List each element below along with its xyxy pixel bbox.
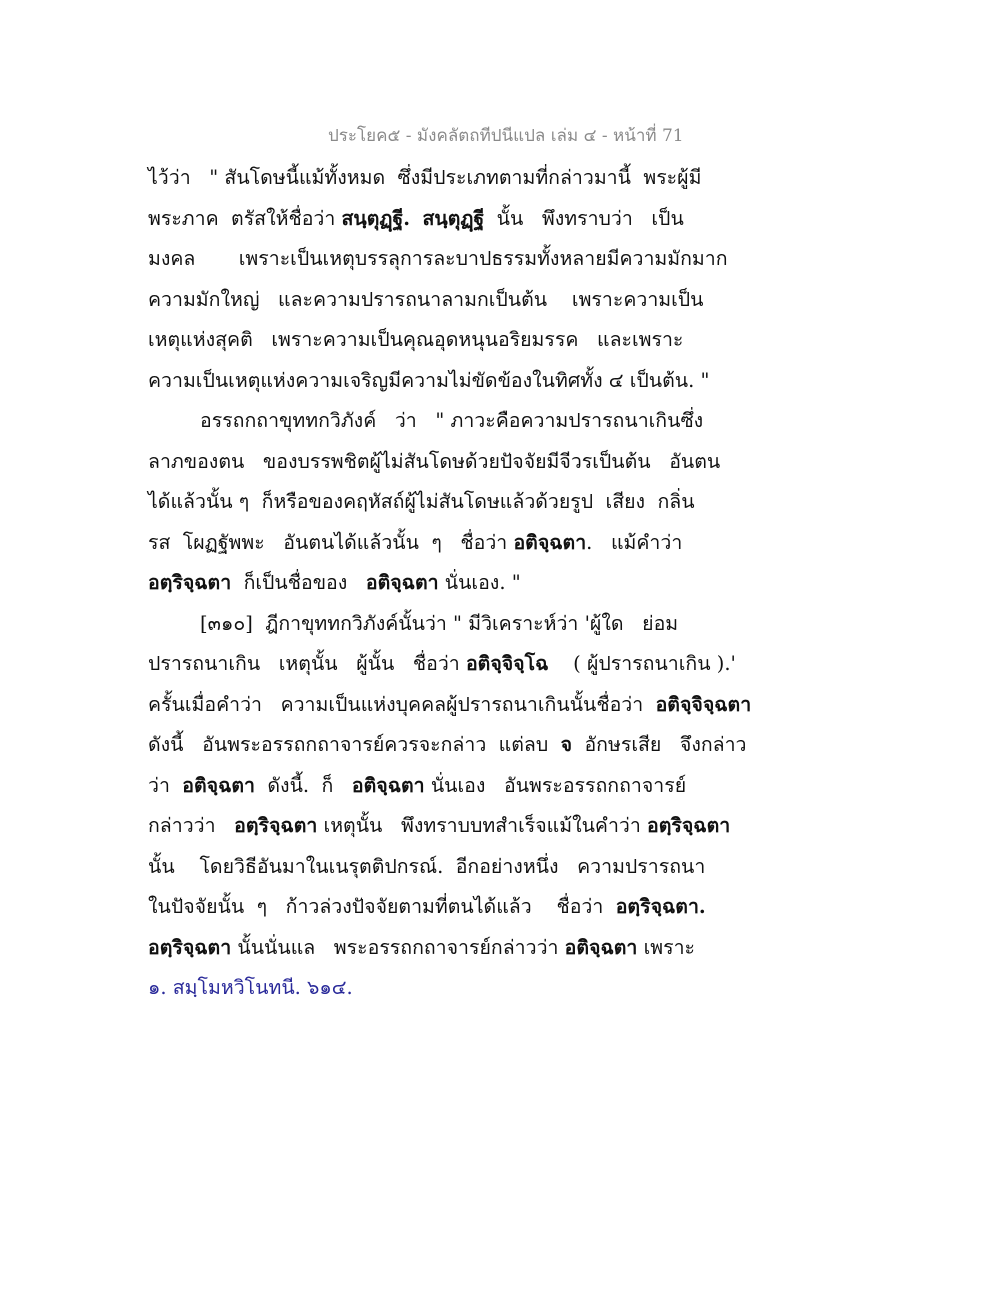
text-line [148, 644, 868, 685]
text-segment: ( ผู้ปรารถนาเกิน ).' [548, 652, 736, 675]
text-segment: นั่นเอง อันพระอรรถกถาจารย์ [424, 773, 687, 797]
bold-term: อตฺริจฺฉตา [647, 814, 731, 837]
text-line [148, 361, 868, 402]
bold-term: อติจฺฉตา [564, 935, 638, 959]
bold-term: สนฺตุฏฺฐี. [341, 206, 411, 230]
text-segment: นั่นเอง. " [438, 571, 521, 594]
text-line [148, 523, 868, 564]
body-text [148, 158, 868, 1009]
text-segment: พระภาค ตรัสให้ชื่อว่า [148, 206, 342, 230]
text-line [148, 320, 868, 361]
text-line [148, 887, 868, 928]
text-line [148, 239, 868, 280]
text-segment: มงคล เพราะเป็นเหตุบรรลุการละบาปธรรมทั้งหลายมีความมักมาก [148, 247, 728, 270]
page-header: ประโยค๕ - มังคลัตถทีปนีแปล เล่ม ๔ - หน้าที่ 71 [328, 126, 684, 146]
text-segment: กล่าวว่า [148, 814, 235, 837]
text-line [148, 401, 868, 442]
text-segment: ความมักใหญ่ และความปรารถนาลามกเป็นต้น เพราะความเป็น [148, 287, 704, 311]
bold-term: อตฺริจฺฉตา [148, 571, 232, 594]
bold-term: อติจฺฉตา [365, 571, 439, 594]
text-segment: เหตุแห่งสุคติ เพราะความเป็นคุณอุดหนุนอริยมรรค และเพราะ [148, 328, 684, 351]
text-segment: ดังนี้ อันพระอรรถกถาจารย์ควรจะกล่าว แต่ลบ [148, 733, 561, 756]
bold-term: อตฺริจฺฉตา [234, 814, 318, 837]
bold-term: อติจฺจิจฺฉตา [655, 692, 752, 716]
text-line [148, 847, 868, 888]
footnote: ๑. สมฺโมหวิโนทนี. ๖๑๔. [148, 976, 353, 999]
text-segment: เหตุนั้น พึงทราบบทสำเร็จแม้ในคำว่า [317, 814, 648, 837]
text-segment: ปรารถนาเกิน เหตุนั้น ผู้นั้น ชื่อว่า [148, 652, 466, 675]
text-segment: อักษรเสีย จึงกล่าว [572, 733, 747, 756]
text-segment: ลาภของตน ของบรรพชิตผู้ไม่สันโดษด้วยปัจจัยมีจีวรเป็นต้น อันตน [148, 449, 721, 473]
text-segment: . แม้คำว่า [586, 530, 683, 554]
text-segment: นั้นนั่นแล พระอรรถกถาจารย์กล่าวว่า [231, 935, 565, 959]
bold-term: อติจฺฉตา [182, 773, 255, 797]
text-segment: ไว้ว่า " สันโดษนี้แม้ทั้งหมด ซึ่งมีประเภทตามที่กล่าวมานี้ พระผู้มี [148, 166, 702, 189]
bold-term: อติจฺฉตา [513, 530, 587, 554]
text-line [148, 563, 868, 604]
bold-term: อตฺริจฺฉตา. [615, 895, 706, 918]
text-segment: อรรถกถาขุททกวิภังค์ ว่า " ภาวะคือความปรารถนาเกินซึ่ง [200, 409, 704, 432]
text-segment: ดังนี้. ก็ [255, 773, 352, 797]
text-segment: ในปัจจัยนั้น ๆ ก้าวล่วงปัจจัยตามที่ตนได้แล้ว ชื่อว่า [148, 895, 616, 918]
text-segment [410, 207, 422, 230]
text-segment: ก็เป็นชื่อของ [231, 571, 366, 594]
text-line [148, 158, 868, 199]
text-segment: ความเป็นเหตุแห่งความเจริญมีความไม่ขัดข้องในทิศทั้ง ๔ เป็นต้น. " [148, 368, 710, 392]
text-segment: เพราะ [637, 935, 695, 959]
text-line [148, 766, 868, 807]
text-line [148, 604, 868, 645]
text-line [148, 806, 868, 847]
text-segment: รส โผฏฐัพพะ อันตนได้แล้วนั้น ๆ ชื่อว่า [148, 530, 514, 554]
bold-term: อตฺริจฺฉตา [148, 935, 232, 959]
text-segment: นั้น โดยวิธีอันมาในเนรุตติปกรณ์. อีกอย่างหนึ่ง ความปรารถนา [148, 854, 706, 878]
bold-term: อติจฺฉตา [351, 773, 425, 797]
bold-term: อติจฺจิจฺโฉ [465, 652, 549, 675]
text-line [148, 199, 868, 240]
text-segment: [๓๑๐] ฎีกาขุททกวิภังค์นั้นว่า " มีวิเคราะห์ว่า 'ผู้ใด ย่อม [200, 611, 679, 635]
text-line [148, 482, 868, 523]
bold-term: สนฺตุฏฺฐี [422, 206, 485, 230]
text-line [148, 725, 868, 766]
text-segment: ครั้นเมื่อคำว่า ความเป็นแห่งบุคคลผู้ปรารถนาเกินนั้นชื่อว่า [148, 692, 656, 716]
text-segment: นั้น พึงทราบว่า เป็น [484, 206, 684, 230]
text-line [148, 280, 868, 321]
bold-term: จ [560, 733, 573, 756]
text-line [148, 928, 868, 969]
text-segment: ว่า [148, 773, 183, 797]
text-segment: ได้แล้วนั้น ๆ ก็หรือของคฤหัสถ์ผู้ไม่สันโดษแล้วด้วยรูป เสียง กลิ่น [148, 490, 695, 513]
text-line [148, 685, 868, 726]
text-line [148, 442, 868, 483]
